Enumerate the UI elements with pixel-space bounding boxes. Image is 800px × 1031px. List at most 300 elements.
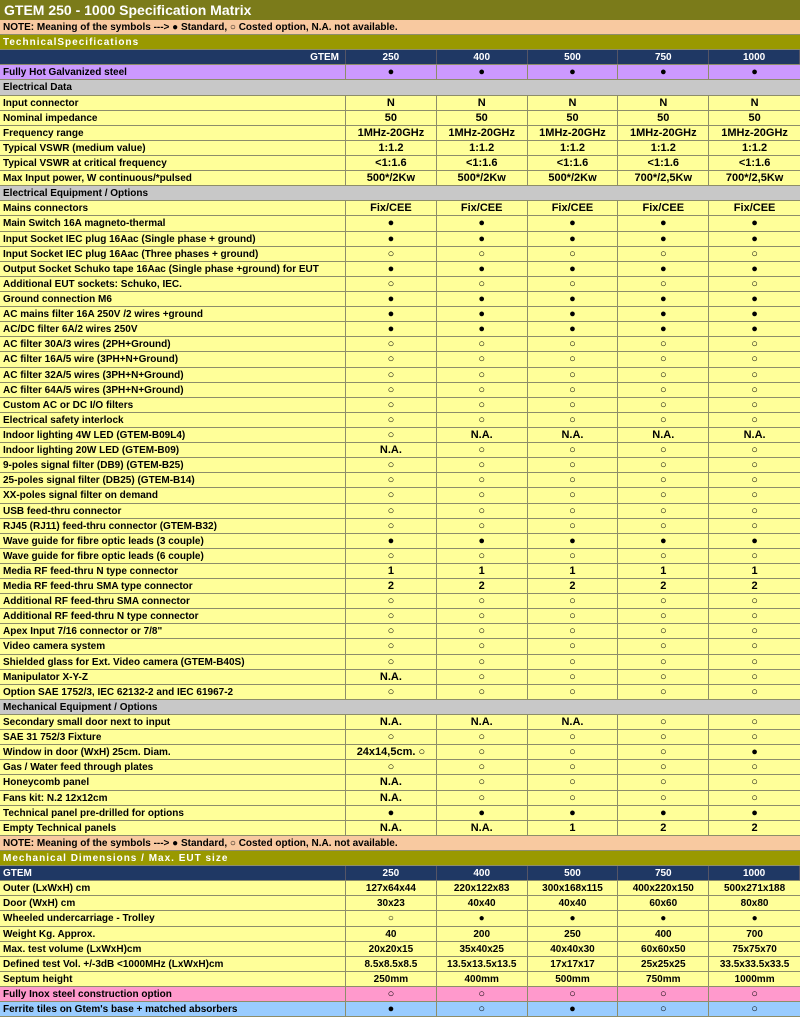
- row-value: ○: [751, 791, 758, 804]
- table-row: [0, 368, 800, 383]
- row-value: 500*/2Kw: [528, 171, 619, 185]
- row-value: ●: [437, 806, 528, 820]
- row-value: N.A.: [346, 443, 437, 457]
- row-value: ○: [528, 730, 619, 744]
- row-value: 60x60: [618, 896, 709, 910]
- row-value: ●: [751, 66, 758, 79]
- row-value: 500mm: [528, 972, 619, 986]
- row-value: ○: [751, 338, 758, 351]
- row-label: AC filter 16A/5 wire (3PH+N+Ground): [0, 352, 346, 366]
- row-value: ●: [346, 65, 437, 79]
- row-value: ○: [437, 383, 528, 397]
- row-label: Typical VSWR (medium value): [0, 141, 346, 155]
- row-value: ○: [618, 639, 709, 653]
- row-value: N.A.: [346, 670, 437, 684]
- row-value: ○: [437, 730, 528, 744]
- row-value: 220x122x83: [437, 881, 528, 895]
- row-value: ○: [528, 685, 619, 699]
- row-value: 300x168x115: [528, 881, 619, 895]
- row-value: N.A.: [346, 775, 437, 789]
- row-value: 400: [618, 927, 709, 941]
- row-value: 50: [437, 111, 528, 125]
- row-value: ○: [437, 458, 528, 472]
- row-value: ○: [437, 594, 528, 608]
- row-value: ●: [751, 806, 758, 819]
- table-row: [0, 760, 800, 775]
- table-row: [0, 896, 800, 911]
- table-row: [0, 322, 800, 337]
- electrical-equipment-rows: [0, 201, 800, 700]
- row-label: USB feed-thru connector: [0, 504, 346, 518]
- header-model: 1000: [709, 50, 800, 64]
- row-value: ○: [618, 655, 709, 669]
- symbol-note: [0, 20, 800, 35]
- row-value: ○: [618, 775, 709, 789]
- header-model: 750: [618, 50, 709, 64]
- table-row: [0, 504, 800, 519]
- row-label: SAE 31 752/3 Fixture: [0, 730, 346, 744]
- row-value: 400x220x150: [618, 881, 709, 895]
- row-value: ○: [751, 610, 758, 623]
- row-value: ○: [437, 549, 528, 563]
- row-value: 500*/2Kw: [437, 171, 528, 185]
- row-value: ●: [528, 65, 619, 79]
- row-label: Door (WxH) cm: [0, 896, 346, 910]
- row-label: Wave guide for fibre optic leads (6 couple): [0, 549, 346, 563]
- row-label: Frequency range: [0, 126, 346, 140]
- row-value: ○: [751, 625, 758, 638]
- row-value: ○: [751, 595, 758, 608]
- row-value: ○: [528, 987, 619, 1001]
- row-value: ○: [528, 670, 619, 684]
- table-row: [0, 292, 800, 307]
- row-value: ○: [528, 368, 619, 382]
- row-value: 8.5x8.5x8.5: [346, 957, 437, 971]
- row-label: Wheeled undercarriage - Trolley: [0, 911, 346, 925]
- row-label: Indoor lighting 4W LED (GTEM-B09L4): [0, 428, 346, 442]
- row-value: 1MHz-20GHz: [618, 126, 709, 140]
- row-value: ●: [346, 534, 437, 548]
- row-value: ○: [751, 988, 758, 1000]
- row-label: Max Input power, W continuous/*pulsed: [0, 171, 346, 185]
- ferrite-row: [0, 1002, 800, 1017]
- row-value: ●: [346, 232, 437, 246]
- row-value: 750mm: [618, 972, 709, 986]
- row-value: ○: [618, 760, 709, 774]
- row-value: ●: [618, 292, 709, 306]
- row-value: 1:1.2: [528, 141, 619, 155]
- row-value: ○: [437, 685, 528, 699]
- subsection-title: Electrical Data: [3, 82, 72, 94]
- row-label: Output Socket Schuko tape 16Aac (Single phase +ground) for EUT: [0, 262, 346, 276]
- table-row: [0, 942, 800, 957]
- row-label: Indoor lighting 20W LED (GTEM-B09): [0, 443, 346, 457]
- row-value: ●: [618, 322, 709, 336]
- row-value: ●: [528, 292, 619, 306]
- row-value: ●: [528, 322, 619, 336]
- table-row: [0, 201, 800, 216]
- row-value: ●: [618, 806, 709, 820]
- row-value: ○: [528, 247, 619, 261]
- row-value: 80x80: [740, 898, 769, 910]
- row-value: 50: [346, 111, 437, 125]
- note-text: NOTE: Meaning of the symbols ---> ● Standard, ○ Costed option, N.A. not available.: [3, 22, 398, 33]
- row-label: Additional RF feed-thru SMA connector: [0, 594, 346, 608]
- note-text: NOTE: Meaning of the symbols ---> ● Standard, ○ Costed option, N.A. not available.: [3, 837, 398, 849]
- table-row: [0, 821, 800, 836]
- row-value: ○: [346, 337, 437, 351]
- row-value: ●: [528, 262, 619, 276]
- header-model: 750: [618, 866, 709, 880]
- row-value: ○: [528, 352, 619, 366]
- row-value: ○: [618, 624, 709, 638]
- row-value: 1: [346, 564, 437, 578]
- row-value: ●: [618, 262, 709, 276]
- row-value: ○: [618, 368, 709, 382]
- row-value: ○: [528, 383, 619, 397]
- row-label: Fully Inox steel construction option: [0, 987, 346, 1001]
- row-value: ○: [618, 715, 709, 729]
- row-value: 1MHz-20GHz: [528, 126, 619, 140]
- row-value: ●: [528, 232, 619, 246]
- table-row: [0, 911, 800, 926]
- row-label: 9-poles signal filter (DB9) (GTEM-B25): [0, 458, 346, 472]
- row-value: ●: [528, 911, 619, 925]
- row-value: ●: [751, 746, 758, 759]
- row-value: <1:1.6: [528, 156, 619, 170]
- row-value: 35x40x25: [437, 942, 528, 956]
- row-value: ○: [751, 383, 758, 396]
- row-label: AC/DC filter 6A/2 wires 250V: [0, 322, 346, 336]
- row-value: ○: [751, 655, 758, 668]
- row-value: ●: [618, 911, 709, 925]
- row-value: ○: [346, 685, 437, 699]
- section-title: TechnicalSpecifications: [3, 37, 140, 49]
- row-value: <1:1.6: [346, 156, 437, 170]
- row-value: ○: [346, 428, 437, 442]
- table-row: [0, 685, 800, 700]
- table-row: [0, 413, 800, 428]
- row-value: ●: [437, 292, 528, 306]
- row-value: ○: [751, 444, 758, 457]
- row-value: ●: [437, 911, 528, 925]
- row-value: ○: [528, 745, 619, 759]
- row-value: ○: [751, 398, 758, 411]
- table-row: [0, 156, 800, 171]
- row-value: ○: [437, 398, 528, 412]
- row-value: ●: [528, 806, 619, 820]
- row-value: ○: [528, 488, 619, 502]
- row-value: ●: [528, 216, 619, 230]
- row-label: Wave guide for fibre optic leads (3 couple): [0, 534, 346, 548]
- row-value: ○: [618, 413, 709, 427]
- row-value: ○: [346, 609, 437, 623]
- row-value: 2: [751, 580, 758, 593]
- row-value: ○: [346, 368, 437, 382]
- row-value: ○: [751, 413, 758, 426]
- row-label: Max. test volume (LxWxH)cm: [0, 942, 346, 956]
- row-value: ●: [618, 216, 709, 230]
- row-value: ○: [346, 383, 437, 397]
- row-label: Input Socket IEC plug 16Aac (Single phase + ground): [0, 232, 346, 246]
- row-value: ○: [528, 609, 619, 623]
- row-value: 40x40x30: [528, 942, 619, 956]
- row-value: ○: [437, 987, 528, 1001]
- row-value: 2: [346, 579, 437, 593]
- row-label: Typical VSWR at critical frequency: [0, 156, 346, 170]
- row-value: ○: [618, 352, 709, 366]
- table-row: [0, 957, 800, 972]
- row-value: ○: [528, 624, 619, 638]
- row-value: ●: [437, 322, 528, 336]
- row-value: ●: [437, 232, 528, 246]
- row-value: ○: [528, 473, 619, 487]
- table-row: [0, 398, 800, 413]
- row-label: Media RF feed-thru SMA type connector: [0, 579, 346, 593]
- row-value: N: [528, 96, 619, 110]
- row-value: ○: [618, 443, 709, 457]
- row-value: 30x23: [346, 896, 437, 910]
- row-value: 1:1.2: [618, 141, 709, 155]
- table-row: [0, 881, 800, 896]
- row-value: ○: [346, 458, 437, 472]
- row-value: ○: [618, 1002, 709, 1016]
- row-label: Manipulator X-Y-Z: [0, 670, 346, 684]
- row-value: 1: [437, 564, 528, 578]
- row-label: Additional RF feed-thru N type connector: [0, 609, 346, 623]
- table-row: [0, 337, 800, 352]
- row-value: ○: [437, 473, 528, 487]
- table-row: [0, 564, 800, 579]
- row-value: 50: [748, 111, 761, 124]
- row-value: ○: [618, 670, 709, 684]
- row-value: ○: [346, 277, 437, 291]
- row-value: Fix/CEE: [346, 201, 437, 215]
- table-row: [0, 624, 800, 639]
- row-value: ○: [751, 776, 758, 789]
- row-label: Shielded glass for Ext. Video camera (GTEM-B40S): [0, 655, 346, 669]
- row-value: ●: [346, 292, 437, 306]
- row-value: N: [346, 96, 437, 110]
- row-value: ○: [751, 716, 758, 729]
- table-row: [0, 458, 800, 473]
- row-value: ○: [618, 383, 709, 397]
- row-label: Defined test Vol. +/-3dB <1000MHz (LxWxH)cm: [0, 957, 346, 971]
- row-value: ○: [618, 488, 709, 502]
- table-row: [0, 216, 800, 231]
- row-value: 17x17x17: [528, 957, 619, 971]
- table-row: [0, 715, 800, 730]
- row-label: 25-poles signal filter (DB25) (GTEM-B14): [0, 473, 346, 487]
- row-value: <1:1.6: [618, 156, 709, 170]
- row-value: ○: [346, 549, 437, 563]
- table-row: [0, 670, 800, 685]
- row-value: ●: [437, 534, 528, 548]
- row-value: ○: [751, 489, 758, 502]
- table-row: [0, 745, 800, 760]
- table-row: [0, 262, 800, 277]
- row-value: ●: [528, 1002, 619, 1016]
- row-label: Outer (LxWxH) cm: [0, 881, 346, 895]
- row-value: 1:1.2: [346, 141, 437, 155]
- row-value: ○: [437, 639, 528, 653]
- row-value: ●: [751, 913, 758, 925]
- row-value: ●: [751, 232, 758, 245]
- row-value: ○: [437, 1002, 528, 1016]
- row-value: N: [618, 96, 709, 110]
- row-label: XX-poles signal filter on demand: [0, 488, 346, 502]
- row-value: 127x64x44: [346, 881, 437, 895]
- row-value: N: [437, 96, 528, 110]
- row-value: 200: [437, 927, 528, 941]
- row-label: RJ45 (RJ11) feed-thru connector (GTEM-B32): [0, 519, 346, 533]
- row-value: ○: [751, 640, 758, 653]
- row-value: ○: [528, 458, 619, 472]
- row-value: ○: [618, 745, 709, 759]
- model-header-row-2: [0, 866, 800, 881]
- section-mechanical-dimensions: [0, 851, 800, 866]
- row-value: 250mm: [346, 972, 437, 986]
- mechanical-dimension-rows: [0, 881, 800, 987]
- row-value: ○: [528, 655, 619, 669]
- row-value: 13.5x13.5x13.5: [437, 957, 528, 971]
- row-value: 2: [437, 579, 528, 593]
- row-value: 40: [346, 927, 437, 941]
- row-value: 1000mm: [734, 973, 775, 985]
- row-label: Technical panel pre-drilled for options: [0, 806, 346, 820]
- row-value: <1:1.6: [738, 156, 771, 169]
- row-value: N.A.: [437, 821, 528, 835]
- row-value: ●: [751, 262, 758, 275]
- row-value: ○: [346, 760, 437, 774]
- row-value: ○: [346, 519, 437, 533]
- row-value: ●: [618, 232, 709, 246]
- header-model: 1000: [709, 866, 800, 880]
- row-value: 50: [528, 111, 619, 125]
- subsection-electrical-data: [0, 80, 800, 95]
- table-row: [0, 927, 800, 942]
- table-row: [0, 519, 800, 534]
- table-row: [0, 594, 800, 609]
- row-label: Media RF feed-thru N type connector: [0, 564, 346, 578]
- table-row: [0, 383, 800, 398]
- table-row: [0, 730, 800, 745]
- row-value: ○: [346, 639, 437, 653]
- subsection-title: Mechanical Equipment / Options: [3, 701, 158, 713]
- table-row: [0, 171, 800, 186]
- table-row: [0, 277, 800, 292]
- row-label: Weight Kg. Approx.: [0, 927, 346, 941]
- row-value: ○: [437, 277, 528, 291]
- row-label: Septum height: [0, 972, 346, 986]
- header-model: 500: [528, 866, 619, 880]
- row-value: ○: [751, 504, 758, 517]
- row-value: 40x40: [437, 896, 528, 910]
- row-label: Gas / Water feed through plates: [0, 760, 346, 774]
- row-value: ○: [751, 731, 758, 744]
- row-value: ○: [751, 368, 758, 381]
- row-value: ●: [751, 292, 758, 305]
- row-label: AC mains filter 16A 250V /2 wires +ground: [0, 307, 346, 321]
- subsection-title: Electrical Equipment / Options: [3, 188, 149, 200]
- row-value: ○: [346, 398, 437, 412]
- row-value: ○: [528, 639, 619, 653]
- row-value: ○: [618, 473, 709, 487]
- row-value: ○: [528, 277, 619, 291]
- row-value: ○: [346, 624, 437, 638]
- row-value: ○: [751, 761, 758, 774]
- table-row: [0, 488, 800, 503]
- subsection-mechanical-equipment: [0, 700, 800, 715]
- row-value: ○: [751, 685, 758, 698]
- table-row: [0, 806, 800, 821]
- row-value: ●: [437, 307, 528, 321]
- row-label: Input Socket IEC plug 16Aac (Three phases + ground): [0, 247, 346, 261]
- header-model: 400: [437, 866, 528, 880]
- row-value: ○: [528, 398, 619, 412]
- row-value: ●: [437, 65, 528, 79]
- row-value: 1MHz-20GHz: [346, 126, 437, 140]
- row-value: ●: [437, 216, 528, 230]
- row-value: ○: [346, 473, 437, 487]
- row-value: 20x20x15: [346, 942, 437, 956]
- mechanical-equipment-rows: [0, 715, 800, 836]
- row-value: 700: [746, 928, 763, 940]
- row-value: 500*/2Kw: [346, 171, 437, 185]
- header-model: 250: [346, 866, 437, 880]
- row-value: Fix/CEE: [618, 201, 709, 215]
- row-value: 2: [751, 821, 758, 834]
- row-value: ○: [528, 504, 619, 518]
- document-title: GTEM 250 - 1000 Specification Matrix: [0, 0, 800, 20]
- row-value: ○: [618, 791, 709, 805]
- row-value: 1MHz-20GHz: [437, 126, 528, 140]
- row-value: ○: [618, 549, 709, 563]
- row-value: ○: [618, 609, 709, 623]
- row-value: ○: [528, 791, 619, 805]
- row-value: ○: [437, 352, 528, 366]
- row-value: 1: [618, 564, 709, 578]
- row-value: 1: [528, 821, 619, 835]
- row-value: ○: [751, 549, 758, 562]
- row-value: ○: [751, 670, 758, 683]
- row-value: ○: [437, 624, 528, 638]
- row-value: ○: [618, 519, 709, 533]
- row-value: ○: [437, 609, 528, 623]
- row-value: ○: [528, 775, 619, 789]
- model-header-row: [0, 50, 800, 65]
- row-value: ○: [437, 247, 528, 261]
- row-value: ○: [751, 459, 758, 472]
- table-row: [0, 141, 800, 156]
- row-value: ●: [346, 322, 437, 336]
- row-value: Fix/CEE: [528, 201, 619, 215]
- row-value: ○: [751, 353, 758, 366]
- row-value: ○: [528, 760, 619, 774]
- row-label: Secondary small door next to input: [0, 715, 346, 729]
- row-value: ○: [346, 730, 437, 744]
- row-value: N.A.: [346, 715, 437, 729]
- row-value: ○: [437, 791, 528, 805]
- row-label: Fully Hot Galvanized steel: [0, 65, 346, 79]
- row-value: N.A.: [743, 428, 766, 441]
- table-row: [0, 972, 800, 987]
- row-value: ○: [437, 760, 528, 774]
- row-value: ○: [528, 413, 619, 427]
- row-label: Ferrite tiles on Gtem's base + matched absorbers: [0, 1002, 346, 1016]
- row-value: 50: [618, 111, 709, 125]
- row-value: N.A.: [346, 821, 437, 835]
